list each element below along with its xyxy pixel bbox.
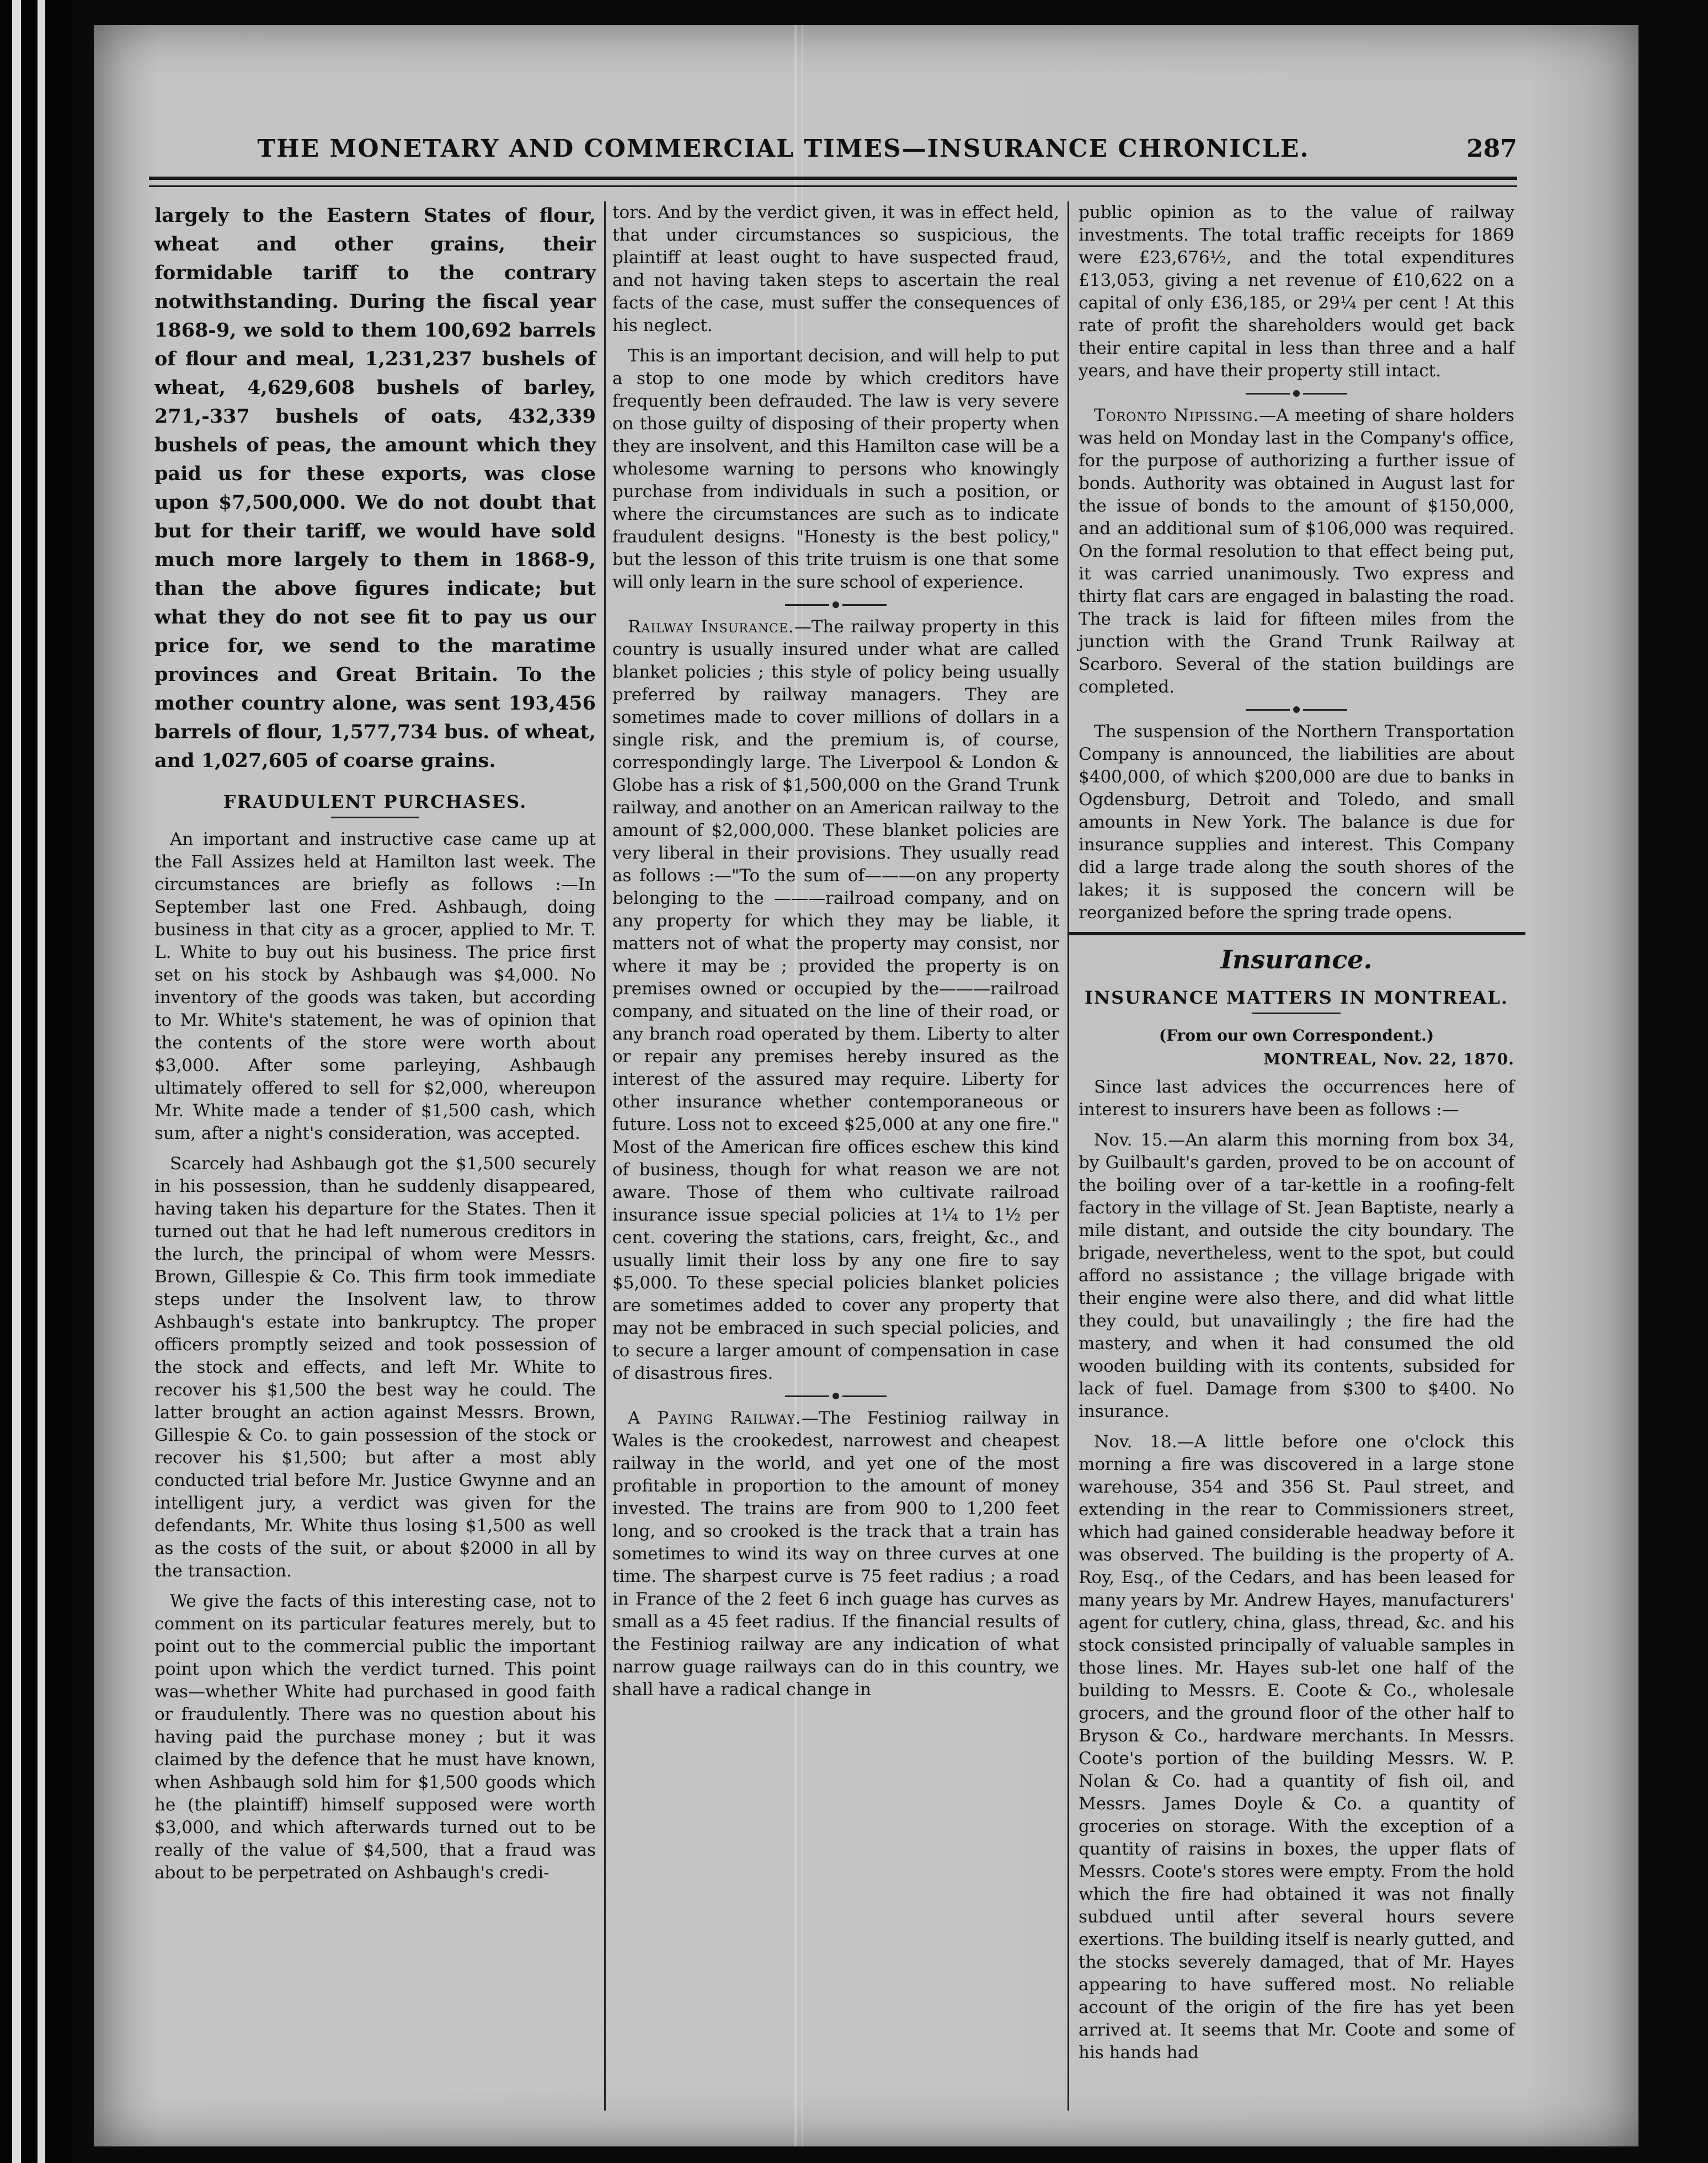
article-paragraph: This is an important decision, and will help to put a stop to one mode by which creditors have frequently been defrauded. The law is very severe on those guilty of disposing of their property when they are insolvent, and this Hamilton case will be a wholesome warning to persons who knowingly purchase from individuals in such a position, or where the circumstances are such as to indicate fraudulent designs. "Honesty is the best policy," but the lesson of this trite truism is one that some will only learn in the sure school of experience. <box>612 346 1059 592</box>
run-in-heading-paying-railway: A Paying Railway. <box>628 1408 802 1428</box>
item-separator <box>612 1393 1059 1399</box>
article-paragraph: public opinion as to the value of railway investments. The total traffic receipts for 1869 were £23,676½, and the total expenditures £13,053, giving a net revenue of £10,622 on a capital of only £36,185, or 29¼ per cent ! At this rate of profit the shareholders would get back their entire capital in less than three and a half years, and have their property still intact. <box>1079 203 1514 381</box>
article-paragraph: Since last advices the occurrences here of interest to insurers have been as follows :— <box>1079 1077 1514 1120</box>
section-rule <box>331 817 419 818</box>
run-in-heading-railway-insurance: Railway Insurance. <box>628 617 794 637</box>
item-separator <box>1079 390 1514 397</box>
article-paragraph: tors. And by the verdict given, it was in effect held, that under circumstances so suspicious, the plaintiff at least ought to have suspected fraud, and not having taken steps to ascertain the real facts of the case, must suffer the consequences of his neglect. <box>612 203 1059 335</box>
section-label-insurance: Insurance. <box>1220 945 1373 974</box>
header-rule <box>149 177 1517 180</box>
article-paragraph: Nov. 18.—A little before one o'clock this morning a fire was discovered in a large stone warehouse, 354 and 356 St. Paul street, and extending in the rear to Commissioners street, which had gained considerable headway before it was observed. The building is the property of A. Roy, Esq., of the Cedars, and has been leased for many years by Mr. Andrew Hayes, manufacturers' agent for cutlery, china, glass, thread, &c. and his stock consisted principally of valuable samples in those lines. Mr. Hayes sub-let one half of the building to Messrs. E. Coote & Co., wholesale grocers, and the ground floor of the other half to Bryson & Co., hardware merchants. In Messrs. Coote's portion of the building Messrs. W. P. Nolan & Co. had a quantity of fish oil, and Messrs. James Doyle & Co. a quantity of groceries on storage. With the exception of a quantity of raisins in boxes, the upper flats of Messrs. Coote's stores were empty. From the hold which the fire had obtained it was not finally subdued until after several hours severe exertions. The building itself is nearly gutted, and the stocks severely damaged, that of Mr. Hayes appearing to have suffered most. No reliable account of the origin of the fire has yet been arrived at. It seems that Mr. Coote and some of his hands had <box>1079 1432 1514 2063</box>
item-separator <box>1079 706 1514 713</box>
run-in-heading-toronto-nipissing: Toronto Nipissing. <box>1094 406 1259 425</box>
film-edge <box>0 0 72 2163</box>
section-title-fraudulent-purchases: FRAUDULENT PURCHASES. <box>223 791 527 812</box>
column-3 <box>1079 201 1514 2072</box>
page-number: 287 <box>1466 135 1517 163</box>
article-paragraph: We give the facts of this interesting case, not to comment on its particular features merely, but to point out to the commercial public the important point upon which the verdict turned. This point was—whether White had purchased in good faith or fraudulently. There was no question about his having paid the purchase money ; but it was claimed by the defence that he must have known, when Ashbaugh sold him for $1,500 goods which he (the plaintiff) himself supposed were worth $3,000, and which afterwards turned out to be really of the value of $4,500, that a fraud was about to be perpetrated on Ashbaugh's credi- <box>154 1591 596 1883</box>
dateline: MONTREAL, Nov. 22, 1870. <box>1263 1050 1514 1068</box>
column-2 <box>612 201 1059 1709</box>
trade-paragraph: largely to the Eastern States of flour, wheat and other grains, their formidable tariff to the contrary notwithstanding. During the fiscal year 1868-9, we sold to them 100,692 barrels of flour and meal, 1,231,237 bushels of wheat, 4,629,608 bushels of barley, 271,-337 bushels of oats, 432,339 bushels of peas, the amount which they paid us for these exports, was close upon $7,500,000. We do not doubt that but for their tariff, we would have sold much more largely to them in 1868-9, than the above figures indicate; but what they do not see fit to pay us our price for, we send to the maratime provinces and Great Britain. To the mother country alone, was sent 193,456 barrels of flour, 1,577,734 bus. of wheat, and 1,027,605 of coarse grains. <box>154 204 596 772</box>
film-stripe <box>38 0 45 2163</box>
toronto-nipissing-text: —A meeting of share holders was held on Monday last in the Company's office, for the purpose of authorizing a further issue of bonds. Authority was obtained in August last for the issue of bonds to the amount of $150,000, and an additional sum of $106,000 was required. On the formal resolution to that effect being put, it was carried unanimously. Two express and thirty flat cars are engaged in balasting the road. The track is laid for fifteen miles from the junction with the Grand Trunk Railway at Scarboro. Several of the station buildings are completed. <box>1079 406 1514 697</box>
column-rule <box>1068 201 1069 2111</box>
section-rule <box>1252 1013 1341 1014</box>
item-separator <box>612 601 1059 608</box>
article-paragraph: An important and instructive case came up at the Fall Assizes held at Hamilton last week. The circumstances are briefly as follows :—In September last one Fred. Ashbaugh, doing business in that city as a grocer, applied to Mr. T. L. White to buy out his business. The price first set on his stock by Ashbaugh was $4,000. No inventory of the goods was taken, but according to Mr. White's statement, he was of opinion that the contents of the store were worth about $3,000. After some parleying, Ashbaugh ultimately offered to sell for $2,000, whereupon Mr. White made a tender of $1,500 cash, which sum, after a night's consideration, was accepted. <box>154 829 596 1143</box>
film-stripe <box>12 0 21 2163</box>
paying-railway-text: —The Festiniog railway in Wales is the crookedest, narrowest and cheapest railway in the world, and yet one of the most profitable in proportion to the amount of money invested. The trains are from 900 to 1,200 feet long, and so crooked is the track that a train has sometimes to wind its way on three curves at one time. The sharpest curve is 75 feet radius ; a road in France of the 2 feet 6 inch guage has curves as small as a 45 feet radius. If the financial results of the Festiniog railway are any indication of what narrow guage railways can do in this country, we shall have a radical change in <box>612 1408 1059 1700</box>
column-rule <box>604 201 606 2111</box>
page-header <box>116 113 1517 163</box>
section-rule <box>1068 932 1525 935</box>
header-rule-thin <box>149 185 1517 187</box>
article-paragraph: Scarcely had Ashbaugh got the $1,500 securely in his possession, than he suddenly disappeared, having taken his departure for the States. Then it turned out that he had left numerous creditors in the lurch, the principal of whom were Messrs. Brown, Gillespie & Co. This firm took immediate steps under the Insolvent law, to throw Ashbaugh's estate into bankruptcy. The proper officers promptly seized and took possession of the stock and effects, and left Mr. White to recover his $1,500 the best way he could. The latter brought an action against Messrs. Brown, Gillespie & Co. to gain possession of the stock or recover his $1,500; but after a most ably conducted trial before Mr. Justice Gwynne and an intelligent jury, a verdict was given for the defendants, Mr. White thus losing $1,500 as well as the costs of the suit, or about $2000 in all by the transaction. <box>154 1154 596 1581</box>
article-paragraph: The suspension of the Northern Transportation Company is announced, the liabilities are about $400,000, of which $200,000 are due to banks in Ogdensburg, Detroit and Toledo, and small amounts in New York. The balance is due for insurance supplies and interest. This Company did a large trade along the south shores of the lakes; it is supposed the concern will be reorganized before the spring trade opens. <box>1079 722 1514 923</box>
running-title: THE MONETARY AND COMMERCIAL TIMES—INSURANCE CHRONICLE. <box>257 135 1310 163</box>
section-title-insurance-matters: INSURANCE MATTERS IN MONTREAL. <box>1084 987 1509 1008</box>
article-paragraph: Nov. 15.—An alarm this morning from box 34, by Guilbault's garden, proved to be on account of the boiling over of a tar-kettle in a roofing-felt factory in the village of St. Jean Baptiste, nearly a mile distant, and outside the city boundary. The brigade, nevertheless, went to the spot, but could afford no assistance ; the village brigade with their engine were also there, and did what little they could, but unavailingly ; the fire had the mastery, and when it had consumed the old wooden building with its contents, subsided for lack of fuel. Damage from $300 to $400. No insurance. <box>1079 1130 1514 1421</box>
correspondent-note: (From our own Correspondent.) <box>1159 1026 1434 1045</box>
column-1 <box>154 201 596 1892</box>
railway-insurance-text: —The railway property in this country is usually insured under what are called blanket policies ; this style of policy being usually preferred by railway managers. They are sometimes made to cover millions of dollars in a single risk, and the premium is, of course, correspondingly large. The Liverpool & London & Globe has a risk of $1,500,000 on the Grand Trunk railway, and another on an American railway to the amount of $2,000,000. These blanket policies are very liberal in their provisions. They usually read as follows :—"To the sum of———on any property belonging to the ———railroad company, and on any property for which they may be liable, it matters not of what the property may consist, nor where it may be ; provided the property is on premises owned or occupied by the———railroad company, and situated on the line of their road, or any branch road operated by them. Liberty to alter or repair any premises hereby insured as the interest of the assured may require. Liberty for other insurance whether contemporaneous or future. Loss not to exceed $25,000 at any one fire." Most of the American fire offices eschew this kind of business, though for what reason we are not aware. Those of them who cultivate railroad insurance issue special policies at 1¼ to 1½ per cent. covering the stations, cars, freight, &c., and usually limit their loss by any one fire to say $5,000. To these special policies blanket policies are sometimes added to cover any property that may not be embraced in such special policies, and to secure a larger amount of compensation in case of disastrous fires. <box>612 617 1059 1383</box>
